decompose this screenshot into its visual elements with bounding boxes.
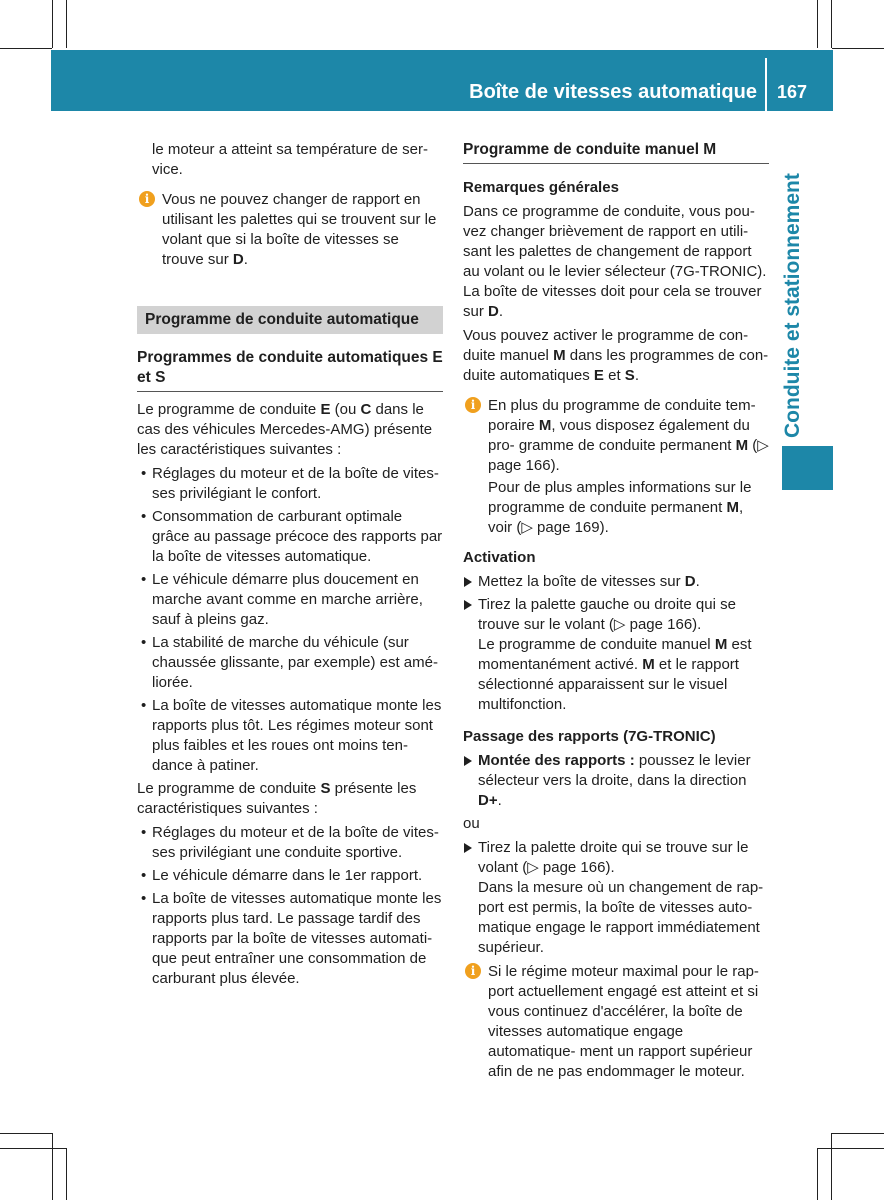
crop-mark [832,48,884,49]
page-title: Boîte de vitesses automatique [469,81,757,103]
paragraph: Dans ce programme de conduite, vous pou- vez changer brièvement de rapport en utili- sant les palettes de changement de rapport au volant ou le levier sélecteur (7G-TRONIC). La boîte de vitesses doit pour cela se trouver sur D. [463,203,767,320]
paragraph: Le programme de conduite S présente les caractéristiques suivantes : [137,780,417,817]
subheading: Passage des rapports (7G-TRONIC) [463,728,716,745]
instruction-step: Tirez la palette gauche ou droite qui se trouve sur le volant (▷ page 166). Le programme de conduite manuel M est momentanément activé. M et le rapport sélectionné apparaissent sur le visuel multifonction. [463,595,769,715]
crop-mark [66,0,67,48]
triangle-right-icon [464,843,472,853]
crop-mark [0,48,52,49]
crop-mark [66,1148,67,1200]
page-number: 167 [776,82,807,102]
page-header [51,50,833,111]
instruction-step: Mettez la boîte de vitesses sur D. [463,572,769,592]
crop-mark [832,1133,884,1134]
intro-text: le moteur a atteint sa température de ser- vice. [152,141,428,178]
crop-mark [817,1148,818,1200]
paragraph: Le programme de conduite E (ou C dans le cas des véhicules Mercedes-AMG) présente les caractéristiques suivantes : [137,401,433,458]
section-title: Programme de conduite automatique [137,306,443,334]
list-item: • La stabilité de marche du véhicule (sur chaussée glissante, par exemple) est amé- liorée. [137,633,443,693]
or-text: ou [463,815,480,832]
info-note: i Si le régime moteur maximal pour le rap- port actuellement engagé est atteint et si vous continuez d'accélérer, la boîte de vitesses automatique engage automatique- ment un rapport supérieur afin de ne pas endommager le moteur. [463,962,769,1082]
chapter-tab-marker [782,446,833,490]
list-item: • Réglages du moteur et de la boîte de vites- ses privilégiant le confort. [137,464,443,504]
crop-mark [52,1133,53,1200]
heading-programs-e-s: Programmes de conduite automatiques E et S [137,348,443,392]
crop-mark [52,0,53,48]
header-divider [765,58,767,111]
list-item: • La boîte de vitesses automatique monte les rapports plus tôt. Les régimes moteur sont plus faibles et les roues ont moins ten- dance à patiner. [137,696,443,776]
chapter-title: Conduite et stationnement [781,173,804,438]
instruction-step: Tirez la palette droite qui se trouve sur le volant (▷ page 166). Dans la mesure où un changement de rap- port est permis, la boîte de vitesses auto- matique engage le rapport immédiatement supérieur. [463,838,769,958]
paragraph: Vous pouvez activer le programme de con- duite manuel M dans les programmes de con- duite automatiques E et S. [463,327,769,384]
crop-mark [818,1148,884,1149]
crop-mark [817,0,818,48]
crop-mark [831,0,832,48]
list-item: • Le véhicule démarre dans le 1er rapport. [137,866,443,886]
triangle-right-icon [464,756,472,766]
chapter-side-label [778,168,808,438]
info-icon: i [465,963,481,979]
info-note: i Vous ne pouvez changer de rapport en utilisant les palettes qui se trouvent sur le volant que si la boîte de vitesses se trouve sur D. [137,190,443,270]
triangle-right-icon [464,600,472,610]
list-item: • Le véhicule démarre plus doucement en marche avant comme en marche arrière, sauf à pleins gaz. [137,570,443,630]
heading-manual-program: Programme de conduite manuel M [463,140,769,164]
subheading: Remarques générales [463,179,619,196]
subheading: Activation [463,549,536,566]
list-item: • Réglages du moteur et de la boîte de vites- ses privilégiant une conduite sportive. [137,823,443,863]
list-item: • La boîte de vitesses automatique monte les rapports plus tard. Le passage tardif des rapports par la boîte de vitesses automati- que peut entraîner une consommation de carburant plus élevée. [137,889,443,989]
crop-mark [0,1148,66,1149]
instruction-step: Montée des rapports : poussez le levier sélecteur vers la droite, dans la direction D+. [463,751,769,811]
info-note: i En plus du programme de conduite tem- poraire M, vous disposez également du pro- gramme de conduite permanent M (▷ page 166). Pour de plus amples informations sur le programme de conduite permanent M, voir (▷ page 169). [463,396,769,538]
info-icon: i [139,191,155,207]
left-column [137,140,443,992]
triangle-right-icon [464,577,472,587]
right-column [463,140,769,1086]
crop-mark [831,1133,832,1200]
info-icon: i [465,397,481,413]
crop-mark [0,1133,52,1134]
list-item: • Consommation de carburant optimale grâce au passage précoce des rapports par la boîte de vitesses automatique. [137,507,443,567]
